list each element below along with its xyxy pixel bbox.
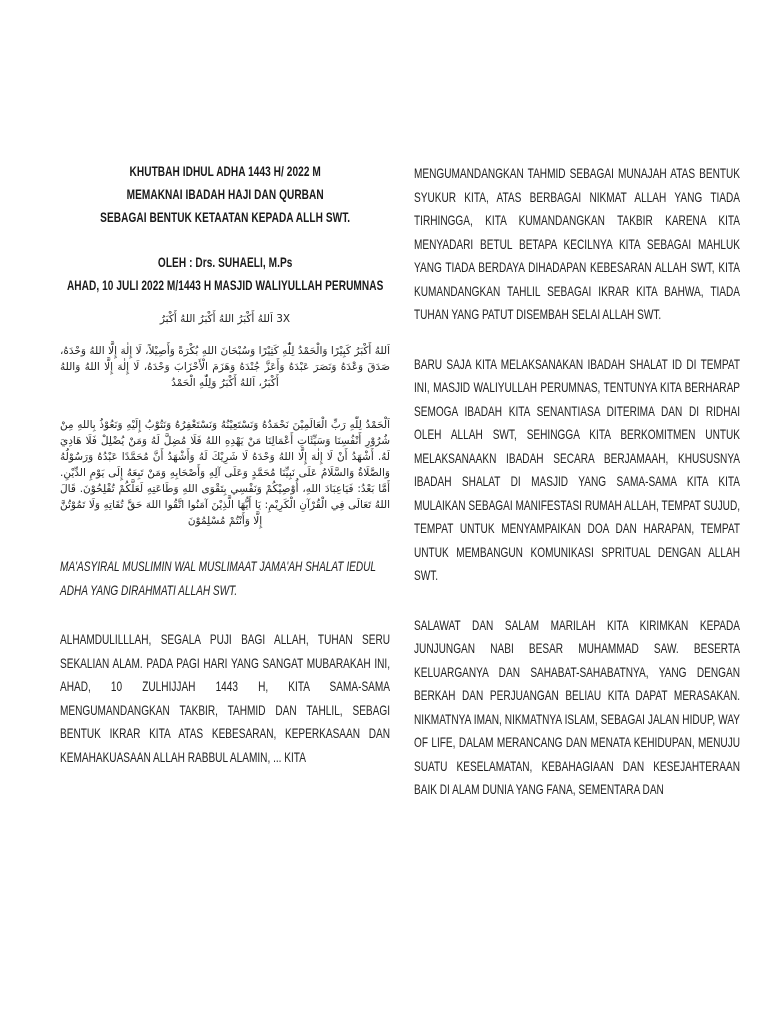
paragraph-right-3: SALAWAT DAN SALAM MARILAH KITA KIRIMKAN KEPADA JUNJUNGAN NABI BESAR MUHAMMAD SAW. BESERTA KELUARGANYA DAN SAHABAT-SAHABATNYA, YANG DENGAN BERKAH DAN PERJUANGAN BELIAU KITA DAPAT MERASAKAN. NIKMATNYA IMAN, NIKMATNYA ISLAM, SEBAGAI JALAN HIDUP, WAY OF LIFE, DALAM MERANCANG DAN MENATA KEHIDUPAN, MENUJU SUATU KESELAMATAN, KEBAHAGIAAN DAN KESEJAHTERAAN BAIK DI ALAM DUNIA YANG FANA, SEMENTARA DAN — [414, 616, 741, 797]
author-line: OLEH : Drs. SUHAELI, M.Ps — [157, 254, 293, 270]
date-place-line: AHAD, 10 JULI 2022 M/1443 H MASJID WALIYULLAH PERUMNAS — [66, 277, 384, 293]
right-column — [414, 162, 740, 802]
khutbah-subtitle-2: SEBAGAI BENTUK KETAATAN KEPADA ALLH SWT. — [99, 209, 351, 225]
khutbah-opening-arabic: اَلْحَمْدُ لِلّٰهِ رَبِّ الْعَالَمِيْنَ نَحْمَدُهُ وَنَسْتَعِيْنُهُ وَنَسْتَغْفِرُهُ وَنَتُوْبُ إِلَيْهِ وَنَعُوْذُ بِاللهِ مِنْ شُرُوْرِ أَنْفُسِنَا وَسَيِّئَاتِ أَعْمَالِنَا مَنْ يَهْدِهِ اللهُ فَلَا مُضِلَّ لَهُ وَمَنْ يُضْلِلْ فَلَا هَادِيَ لَهُ. أَشْهَدُ أَنْ لَا إِلٰهَ إِلَّا اللهُ وَحْدَهُ لَا شَرِيْكَ لَهُ وَأَشْهَدُ أَنَّ مُحَمَّدًا عَبْدُهُ وَرَسُوْلُهُ وَالصَّلَاةُ وَالسَّلَامُ عَلَى نَبِيِّنَا مُحَمَّدٍ وَعَلَى آلِهِ وَأَصْحَابِهِ وَمَنْ تَبِعَهُ إِلَى يَوْمِ الدِّيْنِ. أَمَّا بَعْدُ: فَيَاعِبَادَ اللهِ، أُوْصِيْكُمْ وَنَفْسِي بِتَقْوَى اللهِ وَطَاعَتِهِ لَعَلَّكُمْ تُفْلِحُوْنَ. قَالَ اللهُ تَعَالَى فِي الْقُرْآنِ الْكَرِيْمِ: يَا أَيُّهَا الَّذِيْنَ آمَنُوا اتَّقُوا اللهَ حَقَّ تُقَاتِهِ وَلَا تَمُوْتُنَّ إِلَّا وَأَنْتُمْ مُسْلِمُوْنَ — [60, 419, 390, 527]
takbir-3x: 3X اَللهُ أَكْبَرُ اللهُ أَكْبَرُ اللهُ أَكْبَرُ — [159, 313, 291, 325]
paragraph-left-1: ALHAMDULILLLAH, SEGALA PUJI BAGI ALLAH, TUHAN SERU SEKALIAN ALAM. PADA PAGI HARI YANG SANGAT MUBARAKAH INI, AHAD, 10 ZULHIJJAH 1443 H, KITA SAMA-SAMA MENGUMANDANGKAN TAKBIR, TAHMID DAN TAHLIL, SEBAGI BENTUK IKRAR KITA ATAS KEBESARAN, KEPERKASAAN DAN KEMAHAKUASAAN ALLAH RABBUL ALAMIN, ... KITA — [60, 631, 391, 765]
paragraph-right-1: MENGUMANDANGKAN TAHMID SEBAGAI MUNAJAH ATAS BENTUK SYUKUR KITA, ATAS BERBAGAI NIKMAT ALLAH YANG TIADA TIRHINGGA, KITA KUMANDANGKAN TAKBIR KARENA KITA MENYADARI BETUL BETAPA KECILNYA KITA SEBAGAI MAHLUK YANG TIADA BERDAYA DIHADAPAN KEBESARAN ALLAH SWT, KITA KUMANDANGKAN TAHLIL SEBAGAI IKRAR KITA BAHWA, TIADA TUHAN YANG PATUT DISEMBAH SELAI ALLAH SWT. — [414, 165, 741, 322]
congregation-address: MA'ASYIRAL MUSLIMIN WAL MUSLIMAAT JAMA'AH SHALAT IEDUL ADHA YANG DIRAHMATI ALLAH SWT. — [60, 558, 376, 598]
paragraph-right-2: BARU SAJA KITA MELAKSANAKAN IBADAH SHALAT ID DI TEMPAT INI, MASJID WALIYULLAH PERUMNAS, TENTUNYA KITA BERHARAP SEMOGA IBADAH KITA SENANTIASA DITERIMA DAN DI RIDHAI OLEH ALLAH SWT, SEHINGGA KITA BERKOMITMEN UNTUK MELAKSANAAKN IBADAH SECARA BERJAMAAH, KHUSUSNYA IBADAH SHALAT DI MASJID YANG SAMA-SAMA KITA KITA MULAIKAN SEBAGAI MANIFESTASI RUMAH ALLAH, TEMPAT SUJUD, TEMPAT UNTUK MENYAMPAIKAN DOA DAN HARAPAN, TEMPAT UNTUK MEMBANGUN KOMUNIKASI SPRITUAL DENGAN ALLAH SWT. — [414, 355, 741, 583]
takbir-block: اَللهُ أَكْبَرُ كَبِيْرًا وَالْحَمْدُ لِلّٰهِ كَثِيْرًا وَسُبْحَانَ اللهِ بُكْرَةً وَأَصِيْلاً، لَا إِلٰهَ إِلَّا اللهُ وَحْدَهُ، صَدَقَ وَعْدَهُ وَنَصَرَ عَبْدَهُ وَأَعَزَّ جُنْدَهُ وَهَزَمَ الْأَحْزَابَ وَحْدَهُ، لَا إِلٰهَ إِلَّا اللهُ وَاللهُ أَكْبَرُ، اَللهُ أَكْبَرُ وَلِلّٰهِ الْحَمْدُ — [60, 345, 390, 389]
khutbah-subtitle: MEMAKNAI IBADAH HAJI DAN QURBAN — [126, 186, 324, 202]
left-column — [60, 160, 390, 769]
khutbah-title: KHUTBAH IDHUL ADHA 1443 H/ 2022 M — [129, 163, 321, 179]
